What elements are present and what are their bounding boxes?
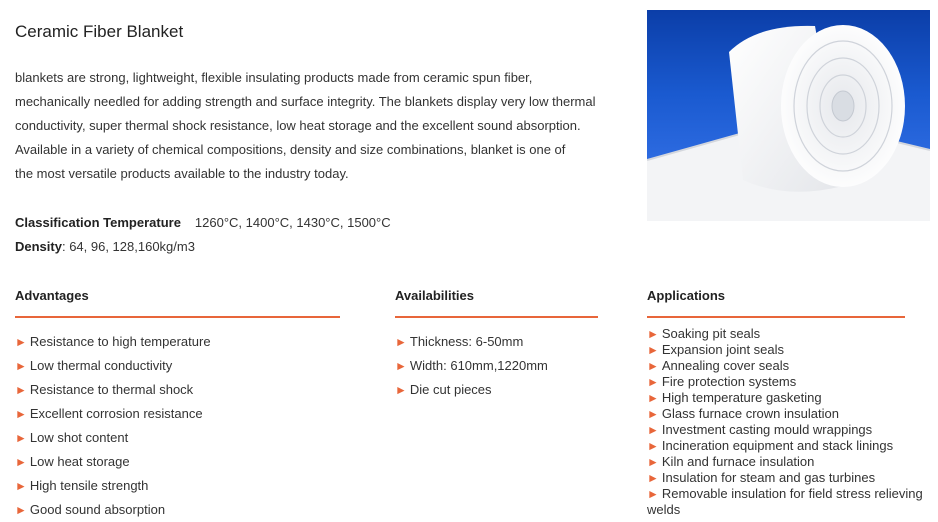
advantages-heading: Advantages — [15, 288, 89, 303]
arrow-bullet-icon: ► — [647, 375, 659, 389]
list-item: ► Low shot content — [15, 430, 129, 445]
classification-temperature-value: 1260°C, 1400°C, 1430°C, 1500°C — [194, 215, 391, 230]
ceramic-fiber-blanket-photo — [647, 10, 930, 221]
list-item: ► Insulation for steam and gas turbines — [647, 470, 876, 485]
density-value: : 64, 96, 128,160kg/m3 — [61, 239, 195, 254]
availabilities-section — [395, 288, 598, 402]
list-item: ► Glass furnace crown insulation — [647, 406, 839, 421]
list-item: ► Good sound absorption — [15, 502, 166, 517]
list-item: ► Die cut pieces — [395, 382, 492, 397]
arrow-bullet-icon: ► — [647, 423, 659, 437]
list-item: ► High tensile strength — [15, 478, 149, 493]
list-item: ► Removable insulation for field stress relieving welds — [647, 486, 923, 517]
intro-line: conductivity, super thermal shock resistance, low heat storage and the excellent sound absorption. — [15, 118, 581, 133]
arrow-bullet-icon: ► — [395, 359, 407, 373]
list-item: ► Investment casting mould wrappings — [647, 422, 873, 437]
arrow-bullet-icon: ► — [15, 431, 27, 445]
list-item: ► Thickness: 6-50mm — [395, 334, 524, 349]
list-item: ► Resistance to high temperature — [15, 334, 211, 349]
arrow-bullet-icon: ► — [15, 383, 27, 397]
list-item: ► Resistance to thermal shock — [15, 382, 194, 397]
classification-temperature-spec — [15, 215, 391, 230]
availabilities-heading: Availabilities — [395, 288, 474, 303]
blanket-roll-illustration — [647, 10, 930, 221]
applications-section — [647, 288, 932, 517]
list-item: ► Annealing cover seals — [647, 358, 790, 373]
arrow-bullet-icon: ► — [647, 487, 659, 501]
arrow-bullet-icon: ► — [395, 383, 407, 397]
classification-temperature-label: Classification Temperature — [15, 215, 181, 230]
arrow-bullet-icon: ► — [647, 407, 659, 421]
advantages-divider — [15, 316, 340, 318]
advantages-section — [15, 288, 340, 522]
arrow-bullet-icon: ► — [15, 479, 27, 493]
availabilities-list — [395, 330, 598, 402]
arrow-bullet-icon: ► — [647, 455, 659, 469]
arrow-bullet-icon: ► — [15, 335, 27, 349]
arrow-bullet-icon: ► — [395, 335, 407, 349]
arrow-bullet-icon: ► — [647, 391, 659, 405]
applications-divider — [647, 316, 905, 318]
page-title: Ceramic Fiber Blanket — [15, 22, 184, 41]
list-item: ► High temperature gasketing — [647, 390, 822, 405]
arrow-bullet-icon: ► — [647, 343, 659, 357]
list-item: ► Expansion joint seals — [647, 342, 785, 357]
arrow-bullet-icon: ► — [15, 455, 27, 469]
list-item: ► Soaking pit seals — [647, 326, 761, 341]
list-item: ► Incineration equipment and stack linings — [647, 438, 894, 453]
intro-line: blankets are strong, lightweight, flexible insulating products made from ceramic spun fiber, — [15, 70, 533, 85]
arrow-bullet-icon: ► — [647, 471, 659, 485]
arrow-bullet-icon: ► — [647, 327, 659, 341]
intro-line: Available in a variety of chemical compositions, density and size combinations, blanket is one of — [15, 142, 566, 157]
density-label: Density — [15, 239, 62, 254]
list-item: ► Width: 610mm,1220mm — [395, 358, 548, 373]
intro-paragraph — [15, 66, 615, 186]
availabilities-divider — [395, 316, 598, 318]
applications-heading: Applications — [647, 288, 726, 303]
intro-line: mechanically needled for adding strength and surface integrity. The blankets display very low thermal — [15, 94, 596, 109]
arrow-bullet-icon: ► — [15, 503, 27, 517]
arrow-bullet-icon: ► — [15, 359, 27, 373]
list-item: ► Low thermal conductivity — [15, 358, 173, 373]
arrow-bullet-icon: ► — [647, 359, 659, 373]
list-item: ► Low heat storage — [15, 454, 130, 469]
arrow-bullet-icon: ► — [647, 439, 659, 453]
list-item: ► Excellent corrosion resistance — [15, 406, 203, 421]
roll-core — [832, 91, 854, 121]
density-spec — [15, 239, 195, 254]
list-item: ► Fire protection systems — [647, 374, 797, 389]
applications-list — [647, 326, 932, 517]
arrow-bullet-icon: ► — [15, 407, 27, 421]
intro-line: the most versatile products available to the industry today. — [15, 166, 349, 181]
list-item: ► Kiln and furnace insulation — [647, 454, 815, 469]
advantages-list — [15, 330, 340, 522]
